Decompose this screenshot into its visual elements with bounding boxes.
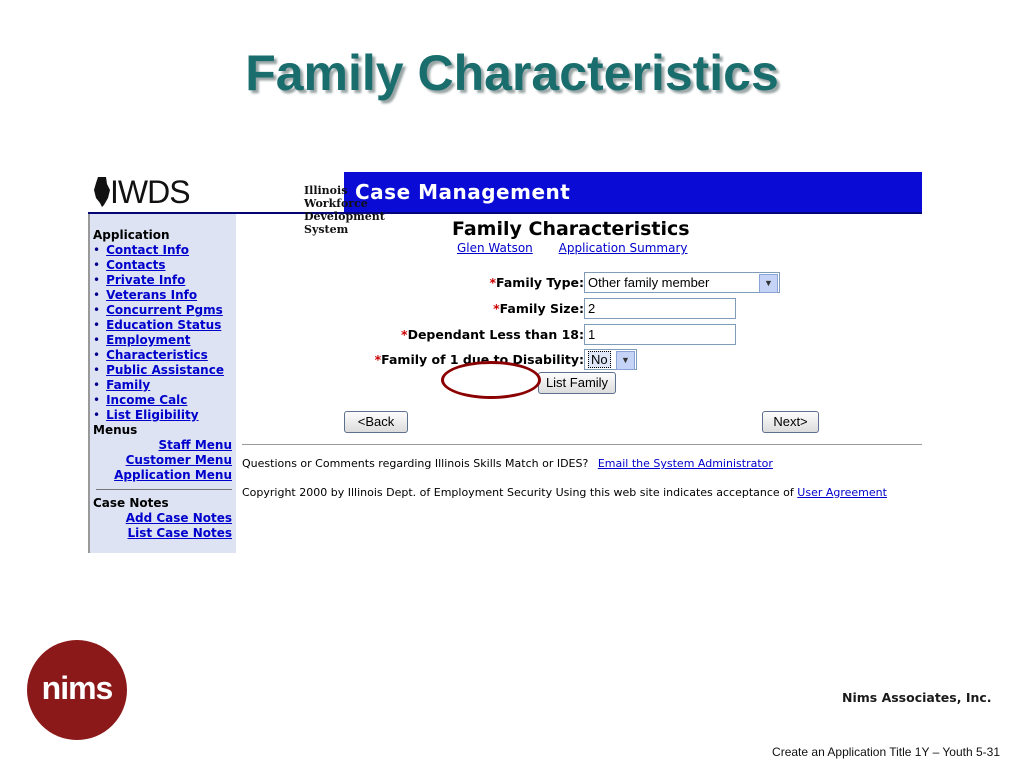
disability-label: *Family of 1 due to Disability: — [374, 352, 584, 367]
logo-subtitle-line1: Illinois Workforce — [304, 184, 368, 210]
sidebar-item-private-info[interactable]: • Private Info — [93, 273, 236, 288]
highlight-ring — [441, 361, 541, 399]
chevron-down-icon[interactable]: ▼ — [616, 351, 635, 370]
family-type-select[interactable] — [584, 272, 780, 293]
company-name: Nims Associates, Inc. — [842, 690, 992, 705]
next-button[interactable]: Next> — [762, 411, 819, 433]
case-notes-links — [90, 511, 236, 541]
sidebar-item-education-status[interactable]: • Education Status — [93, 318, 236, 333]
chevron-down-icon[interactable]: ▼ — [759, 274, 778, 293]
questions-line — [242, 457, 922, 471]
sidebar-item-veterans-info[interactable]: • Veterans Info — [93, 288, 236, 303]
sidebar-item-public-assistance[interactable]: • Public Assistance — [93, 363, 236, 378]
customer-menu-link[interactable]: Customer Menu — [125, 453, 232, 467]
sidebar-item-income-calc[interactable]: • Income Calc — [93, 393, 236, 408]
email-admin-link[interactable]: Email the System Administrator — [597, 457, 773, 470]
family-size-label: *Family Size: — [493, 301, 584, 316]
disability-value: No — [588, 351, 611, 368]
dependant-label: *Dependant Less than 18: — [401, 327, 584, 342]
sidebar-item-employment[interactable]: • Employment — [93, 333, 236, 348]
form-sublinks — [457, 241, 709, 255]
form-heading: Family Characteristics — [452, 218, 690, 240]
family-type-value: Other family member — [588, 275, 710, 290]
sidebar-item-family[interactable]: • Family — [93, 378, 236, 393]
staff-menu-link[interactable]: Staff Menu — [158, 438, 232, 452]
sidebar-item-contact-info[interactable]: • Contact Info — [93, 243, 236, 258]
copyright-line — [242, 486, 902, 500]
content-divider — [242, 444, 922, 445]
main-content — [242, 214, 922, 553]
copyright-text: Copyright 2000 by Illinois Dept. of Employment Security Using this web site indicates acceptance of — [242, 486, 794, 499]
sidebar-item-characteristics[interactable]: • Characteristics — [93, 348, 236, 363]
sidebar-application-list — [90, 243, 236, 423]
list-case-notes-link[interactable]: List Case Notes — [127, 526, 232, 540]
slide-title: Family Characteristics — [245, 45, 779, 101]
application-summary-link[interactable]: Application Summary — [558, 241, 688, 255]
sidebar-item-concurrent-pgms[interactable]: • Concurrent Pgms — [93, 303, 236, 318]
list-family-button[interactable]: List Family — [538, 372, 616, 394]
banner-title: Case Management — [355, 180, 571, 204]
case-notes-heading: Case Notes — [93, 496, 169, 510]
disability-select[interactable] — [584, 349, 637, 370]
sidebar-divider — [96, 489, 232, 490]
sidebar-application-heading: Application — [93, 228, 170, 242]
person-name-link[interactable]: Glen Watson — [457, 241, 533, 255]
family-type-label: *Family Type: — [489, 275, 584, 290]
application-menu-link[interactable]: Application Menu — [114, 468, 232, 482]
add-case-notes-link[interactable]: Add Case Notes — [125, 511, 232, 525]
sidebar-menus-heading: Menus — [93, 423, 138, 437]
back-button[interactable]: <Back — [344, 411, 408, 433]
dependant-input[interactable]: 1 — [584, 324, 736, 345]
illinois-state-icon — [92, 176, 112, 208]
slide-footer: Create an Application Title 1Y – Youth 5-31 — [772, 745, 1000, 759]
logo-subtitle-line2: Development System — [304, 210, 385, 236]
user-agreement-link[interactable]: User Agreement — [797, 486, 887, 499]
sidebar-item-contacts[interactable]: • Contacts — [93, 258, 236, 273]
sidebar-menus — [90, 438, 236, 483]
nims-logo-text: nims — [41, 670, 113, 706]
app-logo: IWDS — [110, 174, 190, 210]
sidebar-item-list-eligibility[interactable]: • List Eligibility — [93, 408, 236, 423]
sidebar — [88, 214, 236, 553]
nims-logo — [27, 640, 127, 740]
family-size-input[interactable]: 2 — [584, 298, 736, 319]
questions-text: Questions or Comments regarding Illinois Skills Match or IDES? — [242, 457, 589, 470]
